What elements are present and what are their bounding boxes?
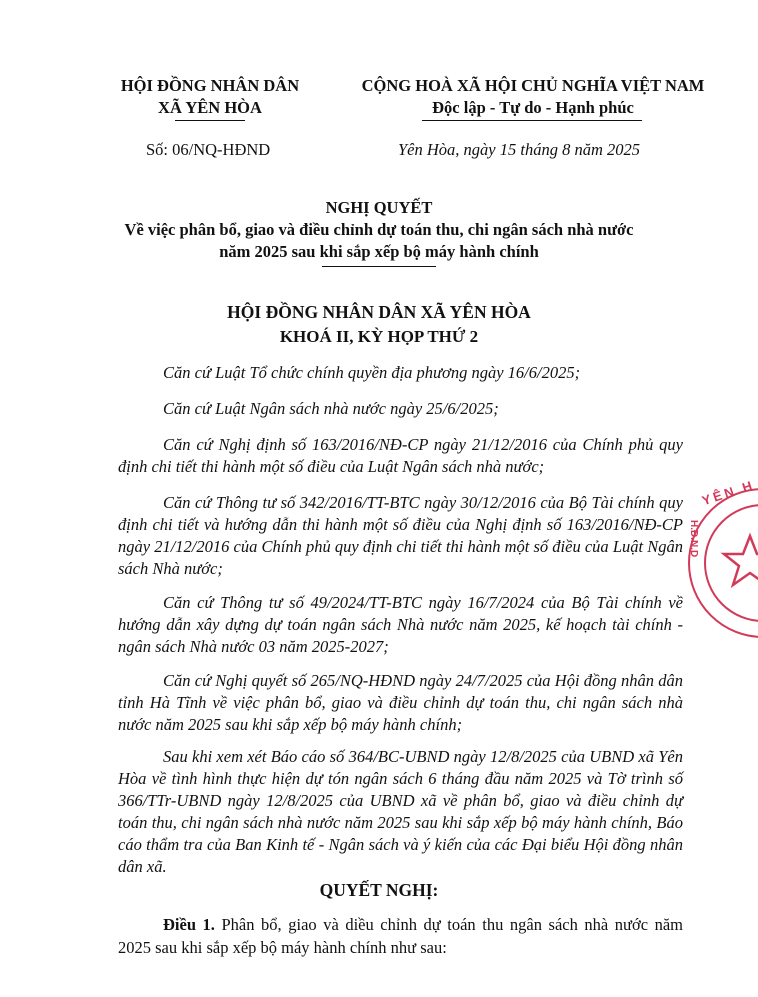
document-subject-line2: năm 2025 sau khi sắp xếp bộ máy hành chính [219, 242, 539, 261]
seal-text: YÊN H [700, 477, 757, 509]
legal-basis: Căn cứ Nghị định số 163/2016/NĐ-CP ngày 21/12/2016 của Chính phủ quy định chi tiết thi hành một số điều của Luật Ngân sách nhà nước; [118, 435, 683, 476]
legal-basis: Căn cứ Luật Tổ chức chính quyền địa phương ngày 16/6/2025; [163, 363, 581, 382]
title-underline [322, 266, 436, 267]
header-right-underline [422, 120, 642, 121]
date-line: Yên Hòa, ngày 15 tháng 8 năm 2025 [398, 140, 640, 159]
official-seal [688, 477, 758, 638]
legal-basis: Sau khi xem xét Báo cáo số 364/BC-UBND ngày 12/8/2025 của UBND xã Yên Hòa về tình hình thực hiện dự tón ngân sách 6 tháng đầu năm 2025 và Tờ trình số 366/TTr-UBND ngày 12/8/2025 của UBND xã về phân bổ, giao và điều chỉnh dự toán thu, chi ngân sách nhà nước năm 2025 sau khi sắp xếp bộ máy hành chính, Báo cáo thẩm tra của Ban Kinh tế - Ngân sách và ý kiến của các Đại biểu Hội đồng nhân dân xã. [118, 747, 683, 876]
national-motto: Độc lập - Tự do - Hạnh phúc [432, 98, 634, 117]
issuing-body-commune: XÃ YÊN HÒA [158, 98, 262, 117]
article-1 [118, 913, 683, 959]
seal-inner-ring [704, 504, 758, 622]
article-1-text: Phân bổ, giao và diều chỉnh dự toán thu ngân sách nhà nước năm 2025 sau khi sắp xếp bộ máy hành chính như sau: [118, 915, 683, 957]
legal-basis: Căn cứ Thông tư số 49/2024/TT-BTC ngày 16/7/2024 của Bộ Tài chính về hướng dẫn xây dựng dự toán ngân sách Nhà nước năm 2025, kế hoạch tài chính - ngân sách Nhà nước 03 năm 2025-2027; [118, 593, 683, 656]
decision-heading: QUYẾT NGHỊ: [319, 880, 439, 900]
seal-side-text: H.Đ.N.D [688, 520, 699, 558]
document-type: NGHỊ QUYẾT [325, 198, 433, 217]
star-icon [720, 532, 758, 592]
council-name: HỘI ĐỒNG NHÂN DÂN XÃ YÊN HÒA [227, 302, 531, 322]
legal-basis: Căn cứ Thông tư số 342/2016/TT-BTC ngày 30/12/2016 của Bộ Tài chính quy định chi tiết và hướng dẫn thi hành một số điều của Nghị định số 163/2016/NĐ-CP ngày 21/12/2016 của Chính phủ quy định chi tiết thi hành một số điều của Luật Ngân sách Nhà nước; [118, 493, 683, 578]
legal-basis: Căn cứ Nghị quyết số 265/NQ-HĐND ngày 24/7/2025 của Hội đồng nhân dân tỉnh Hà Tĩnh về việc phân bổ, giao và điều chỉnh dự toán thu, chi ngân sách nhà nước năm 2025 sau khi sắp xếp bộ máy hành chính; [118, 671, 683, 734]
header-left-underline [175, 120, 245, 121]
issuing-body: HỘI ĐỒNG NHÂN DÂN [120, 76, 300, 95]
document-number: Số: 06/NQ-HĐND [146, 140, 271, 159]
legal-basis: Căn cứ Luật Ngân sách nhà nước ngày 25/6/2025; [163, 399, 499, 418]
council-session: KHOÁ II, KỲ HỌP THỨ 2 [279, 327, 479, 346]
document-subject-line1: Về việc phân bổ, giao và điều chỉnh dự toán thu, chi ngân sách nhà nước [124, 220, 634, 239]
article-1-label: Điều 1. [163, 915, 215, 934]
national-title: CỘNG HOÀ XÃ HỘI CHỦ NGHĨA VIỆT NAM [361, 76, 705, 95]
